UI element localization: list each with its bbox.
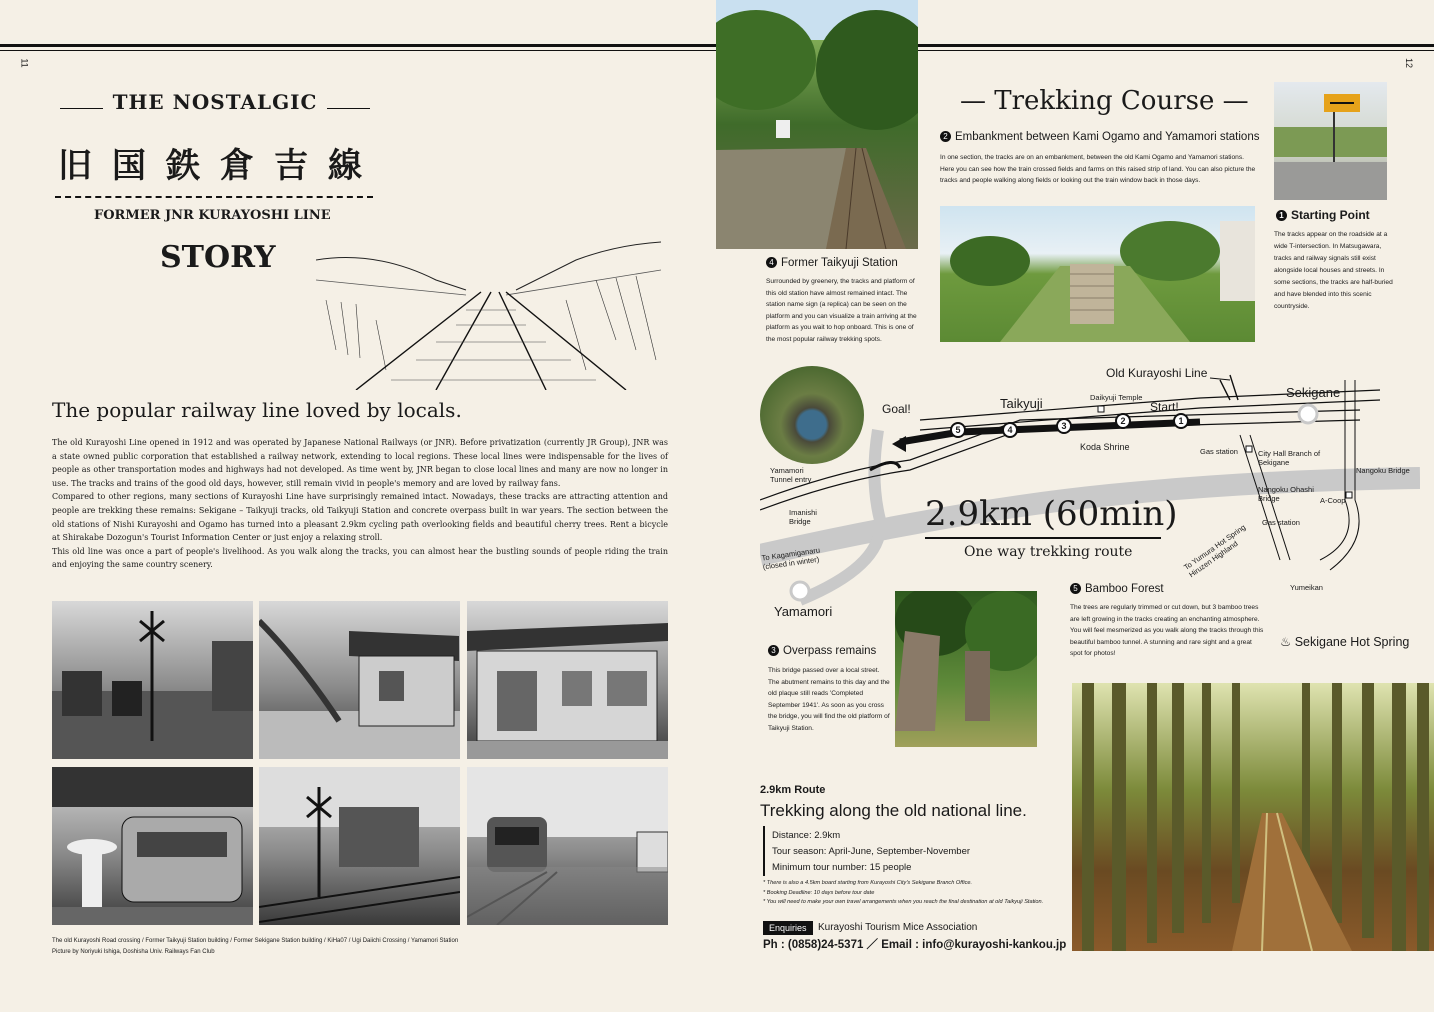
info-phone-email[interactable]: Ph : (0858)24-5371 ／ Email : info@kurayoshi-kankou.jp: [763, 939, 1067, 951]
spot4-text: Surrounded by greenery, the tracks and platform of this old station have almost remained intact. The station name sign (a replica) can be seen on the platform and you can visualize a train arriving at the platform as you wait to hop onboard. This is one of the most popular railway trekking spots.: [766, 278, 917, 343]
spot2-text: In one section, the tracks are on an embankment, between the old Kami Ogamo and Yamamori stations. Here you can see how the train crossed fields and farms on this raised strip of land. You can also picture the tracks and people walking along fields or looking out the train window back in those days.: [940, 154, 1256, 185]
photo-taikyuji-station: [259, 601, 460, 759]
map-koda: Koda Shrine: [1080, 442, 1130, 452]
map-ohashi: Nangoku Ohashi Bridge: [1258, 485, 1314, 503]
spot5-title-wrap: 5 Bamboo Forest: [1070, 583, 1164, 595]
railway-sketch: [316, 240, 661, 390]
photo-bamboo-forest: [1072, 683, 1434, 951]
map-goal: Goal!: [882, 402, 911, 416]
map-start: Start!: [1150, 400, 1179, 414]
course-title-wrap: — Trekking Course —: [960, 86, 1249, 116]
info-minimum: Minimum tour number: 15 people: [772, 862, 912, 873]
spot2-title-wrap: 2 Embankment between Kami Ogamo and Yamamori stations: [940, 131, 1259, 143]
top-rule-right: [918, 44, 1434, 47]
photo-caption: [52, 937, 672, 957]
photo-caption-line1: The old Kurayoshi Road crossing / Former Taikyuji Station building / Former Sekigane Station building / KiHa07 / Ugi Daiichi Crossing / Yamamori Station: [52, 938, 459, 944]
photo-road-crossing: [52, 601, 253, 759]
story-body: The old Kurayoshi Line opened in 1912 and was operated by Japanese National Railways (or JNR). Before privatization (currently JR Group), JNR was a state owned public corporation that established a railway network, extending to local regions. These local lines were indispensable for the lives of people as other transportation modes and highways had not developed. As time went by, JNR began to close local lines and many are now no longer in use. The tracks and trains of the good old days, however, still remain vivid in people's memory and are loved by railway fans. Compared to other regions, many sections of Kurayoshi Line have surprisingly remained intact. Nowadays, these tracks are attracting attention and people are trekking these remains: Sekigane – Taikyuji tracks, old Taikyuji Station and concrete overpass built in war years. The section between the old stations of Nishi Kurayoshi and Ogamo has turned into a pleasant 2.9km cycling path overlooking fields and beautiful cherry trees. Rent a bicycle at Shirakabe Dozogun's Tourist Information Center or just enjoy a relaxing stroll. This old line was once a part of people's livelihood. As you walk along the tracks, you can almost hear the bustling sounds of people riding the train and enjoying the same country scenery.: [52, 438, 668, 570]
map-sekigane: Sekigane: [1286, 385, 1341, 400]
photo-ugi-crossing: [259, 767, 460, 925]
hotspring-icon: ♨: [1280, 635, 1295, 649]
info-bar: [763, 826, 765, 876]
map-yumura: To Yumura Hot Spring Hiruzen Highland: [1182, 522, 1248, 580]
map-pin-4: 4: [1002, 422, 1018, 438]
info-note1: * There is also a 4.5km board starting from Kurayoshi City's Sekigane Branch Office.: [763, 880, 973, 886]
map-tunnel: Yamamori Tunnel entry: [770, 466, 812, 484]
info-notes: [763, 879, 1073, 908]
header-subtitle: FORMER JNR KURAYOSHI LINE: [94, 208, 331, 223]
header-kicker: THE NOSTALGIC: [112, 90, 318, 114]
photo-overpass: [895, 591, 1037, 747]
spot1-title: Starting Point: [1291, 208, 1370, 222]
map-city-hall: City Hall Branch of Sekigane: [1258, 449, 1321, 467]
spot5-title: Bamboo Forest: [1085, 583, 1164, 595]
spot3-title-wrap: 3 Overpass remains: [768, 645, 876, 657]
spot4-title: Former Taikyuji Station: [781, 257, 898, 269]
story-heading: The popular railway line loved by locals.: [52, 398, 462, 422]
map-acoop: A-Coop: [1320, 496, 1346, 505]
map-gas2: Gas station: [1262, 518, 1300, 527]
spot1-title-wrap: 1 Starting Point: [1276, 208, 1370, 222]
map-hotspring: Sekigane Hot Spring: [1294, 635, 1410, 649]
page-number-left: 11: [19, 58, 30, 68]
map-hotspring-wrap: [1280, 634, 1409, 649]
map-temple: Daikyuji Temple: [1090, 393, 1143, 402]
info-label: 2.9km Route: [760, 784, 826, 796]
map-imanishi: Imanishi Bridge: [789, 508, 817, 526]
map-gas1: Gas station: [1200, 447, 1238, 456]
map-taikyuji: Taikyuji: [1000, 396, 1043, 411]
photo-starting-point: [1274, 82, 1387, 200]
top-rule-left-thin: [0, 50, 717, 51]
photo-yamamori-tunnel: [760, 366, 864, 464]
header-story: STORY: [160, 240, 276, 275]
photo-caption-line2: Picture by Noriyuki Ishiga, Doshisha Univ. Railways Fan Club: [52, 949, 215, 955]
route-distance: 2.9km (60min): [925, 494, 1178, 534]
spot1-text: The tracks appear on the roadside at a wide T-intersection. In Matsugawara, tracks and railway signals still exist alongside local houses and streets. In some sections, the tracks are half-buried and have blended into this scenic countryside.: [1274, 231, 1393, 310]
enquiries-badge: Enquiries: [763, 921, 813, 935]
map-pin-3: 3: [1056, 418, 1072, 434]
map-kagami: To Kagamiganaru (closed in winter): [761, 545, 821, 572]
photo-sekigane-station: [467, 601, 668, 759]
spot3-text: This bridge passed over a local street. The abutment remains to this day and the old plaque still reads 'Completed September 1941'. As soon as you cross the bridge, you will find the old platform of Taikyuji Station.: [768, 667, 890, 732]
header-kanji: 旧国鉄倉吉線: [58, 146, 382, 186]
info-note3: * You will need to make your own travel arrangements when you reach the final destination at old Taikyuji Station.: [763, 899, 1044, 905]
photo-embankment: [940, 206, 1255, 342]
spot4-title-wrap: 4 Former Taikyuji Station: [766, 257, 898, 269]
route-distance-rule: [925, 537, 1161, 539]
top-rule-right-thin: [918, 50, 1434, 51]
map-pin-2: 2: [1115, 413, 1131, 429]
info-list: [772, 828, 970, 876]
route-subtitle: One way trekking route: [964, 544, 1133, 560]
map-pin-5: 5: [950, 422, 966, 438]
map-nangoku-bridge: Nangoku Bridge: [1356, 466, 1410, 475]
header-divider: [55, 196, 373, 198]
spot3-title: Overpass remains: [783, 645, 877, 657]
info-note2: * Booking Deadline: 10 days before tour date: [763, 889, 875, 896]
page-number-right: 12: [1404, 57, 1415, 69]
spot2-title: Embankment between Kami Ogamo and Yamamori stations: [955, 131, 1260, 143]
info-distance: Distance: 2.9km: [772, 830, 841, 841]
top-rule-left: [0, 44, 717, 47]
map-pin-1: 1: [1173, 413, 1189, 429]
header-kicker-block: [60, 90, 370, 114]
photo-kiha07: [52, 767, 253, 925]
map-old-line: Old Kurayoshi Line: [1106, 366, 1208, 380]
photo-yamamori-station: [467, 767, 668, 925]
map-yamamori: Yamamori: [774, 604, 833, 619]
spot5-text: The trees are regularly trimmed or cut down, but 3 bamboo trees are left growing in the tracks creating an enchanting atmosphere. You will feel mesmerized as you walk along the tracks through this beautiful bamboo tunnel. A stunning and rare sight and a great spot for photos!: [1070, 604, 1264, 658]
course-title: Trekking Course: [994, 86, 1215, 116]
map-yumeikan: Yumeikan: [1290, 583, 1323, 592]
info-title: Trekking along the old national line.: [760, 801, 1027, 820]
photo-former-taikyuji-station: [716, 0, 918, 249]
info-season: Tour season: April-June, September-November: [772, 846, 971, 857]
info-association: Kurayoshi Tourism Mice Association: [818, 922, 978, 933]
